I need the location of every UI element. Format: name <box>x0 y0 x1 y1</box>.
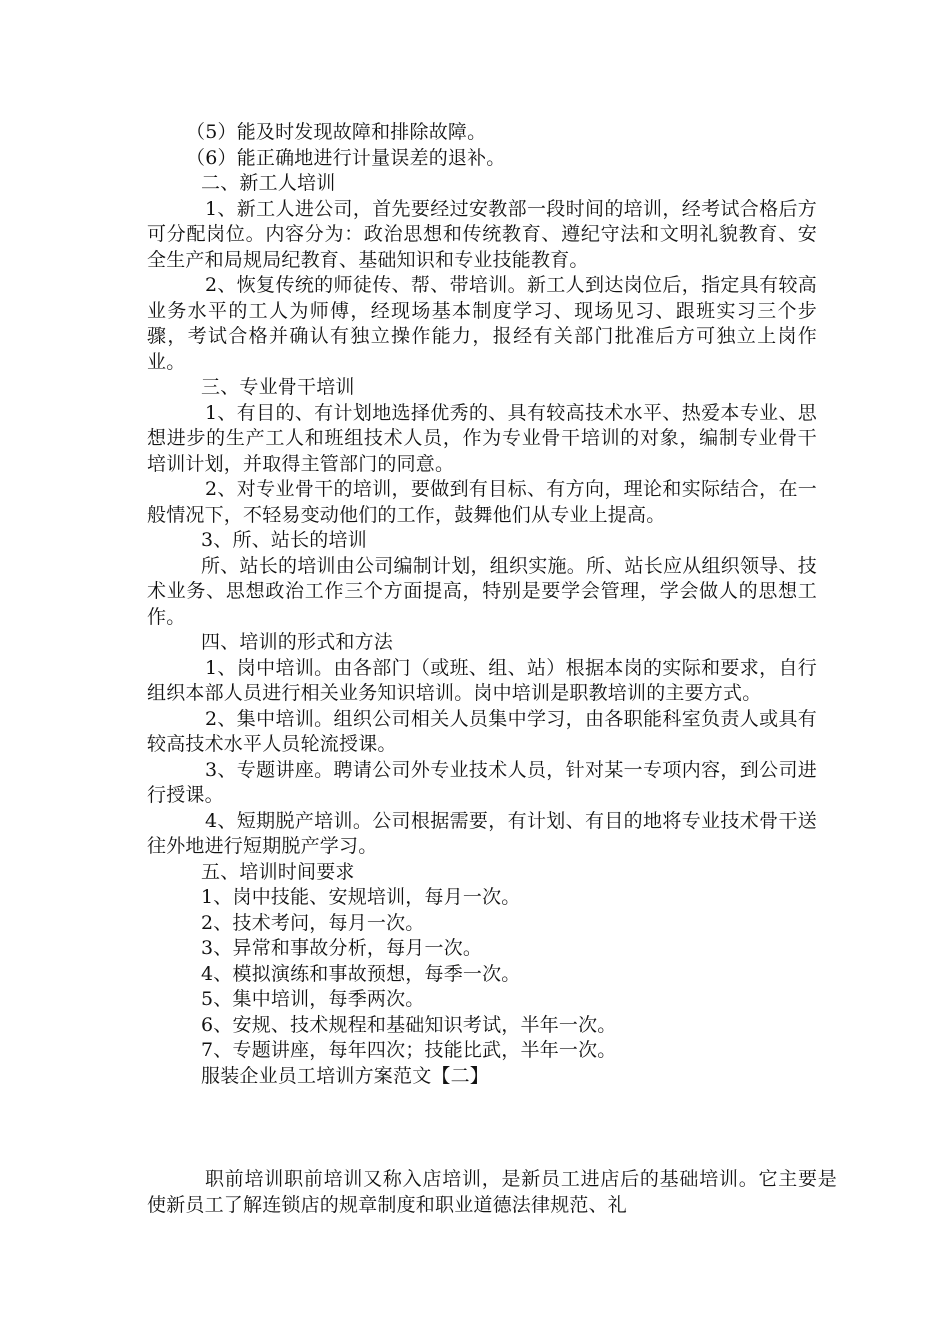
paragraph: 1、岗中培训。由各部门（或班、组、站）根据本岗的实际和要求，自行组织本部人员进行相关业务知识培训。岗中培训是职教培训的主要方式。 <box>147 656 817 704</box>
paragraph: 四、培训的形式和方法 <box>201 631 394 653</box>
paragraph: 五、培训时间要求 <box>201 860 355 883</box>
paragraph: 二、新工人培训 <box>201 172 336 194</box>
paragraph: 1、新工人进公司，首先要经过安教部一段时间的培训，经考试合格后方可分配岗位。内容分为：政治思想和传统教育、遵纪守法和文明礼貌教育、安全生产和局规局纪教育、基础知识和专业技能教育。 <box>147 197 817 271</box>
paragraph: 服装企业员工培训方案范文【二】 <box>201 1064 490 1087</box>
paragraph: 1、岗中技能、安规培训，每月一次。 <box>201 886 521 908</box>
paragraph: 2、集中培训。组织公司相关人员集中学习，由各职能科室负责人或具有较高技术水平人员轮流授课。 <box>147 707 817 755</box>
paragraph: 7、专题讲座，每年四次；技能比武，半年一次。 <box>201 1039 617 1061</box>
paragraph: 6、安规、技术规程和基础知识考试，半年一次。 <box>201 1013 617 1036</box>
paragraph: 1、有目的、有计划地选择优秀的、具有较高技术水平、热爱本专业、思想进步的生产工人和班组技术人员，作为专业骨干培训的对象，编制专业骨干培训计划，并取得主管部门的同意。 <box>147 401 817 475</box>
paragraph: 3、所、站长的培训 <box>201 529 367 551</box>
paragraph: 3、异常和事故分析，每月一次。 <box>201 937 483 959</box>
paragraph: 5、集中培训，每季两次。 <box>201 988 425 1010</box>
paragraph: 2、恢复传统的师徒传、帮、带培训。新工人到达岗位后，指定具有较高业务水平的工人为师傅，经现场基本制度学习、现场见习、跟班实习三个步骤，考试合格并确认有独立操作能力，报经有关部门批准后方可独立上岗作业。 <box>147 274 817 373</box>
paragraph: （6）能正确地进行计量误差的退补。 <box>186 146 506 169</box>
paragraph: 2、技术考问，每月一次。 <box>201 911 425 934</box>
paragraph: 2、对专业骨干的培训，要做到有目标、有方向，理论和实际结合，在一般情况下，不轻易变动他们的工作，鼓舞他们从专业上提高。 <box>147 478 817 526</box>
paragraph: 4、短期脱产培训。公司根据需要，有计划、有目的地将专业技术骨干送往外地进行短期脱产学习。 <box>147 809 817 857</box>
paragraph: 4、模拟演练和事故预想，每季一次。 <box>201 962 521 985</box>
closing-paragraph: 职前培训职前培训又称入店培训，是新员工进店后的基础培训。它主要是使新员工了解连锁店的规章制度和职业道德法律规范、礼 <box>147 1168 837 1216</box>
paragraph: 3、专题讲座。聘请公司外专业技术人员，针对某一专项内容，到公司进行授课。 <box>147 758 817 806</box>
paragraph: 所、站长的培训由公司编制计划，组织实施。所、站长应从组织领导、技术业务、思想政治工作三个方面提高，特别是要学会管理，学会做人的思想工作。 <box>147 554 817 628</box>
paragraph: 三、专业骨干培训 <box>201 376 355 398</box>
document-continuation <box>147 1167 837 1218</box>
paragraph: （5）能及时发现故障和排除故障。 <box>186 121 487 143</box>
document-body <box>147 120 817 1089</box>
